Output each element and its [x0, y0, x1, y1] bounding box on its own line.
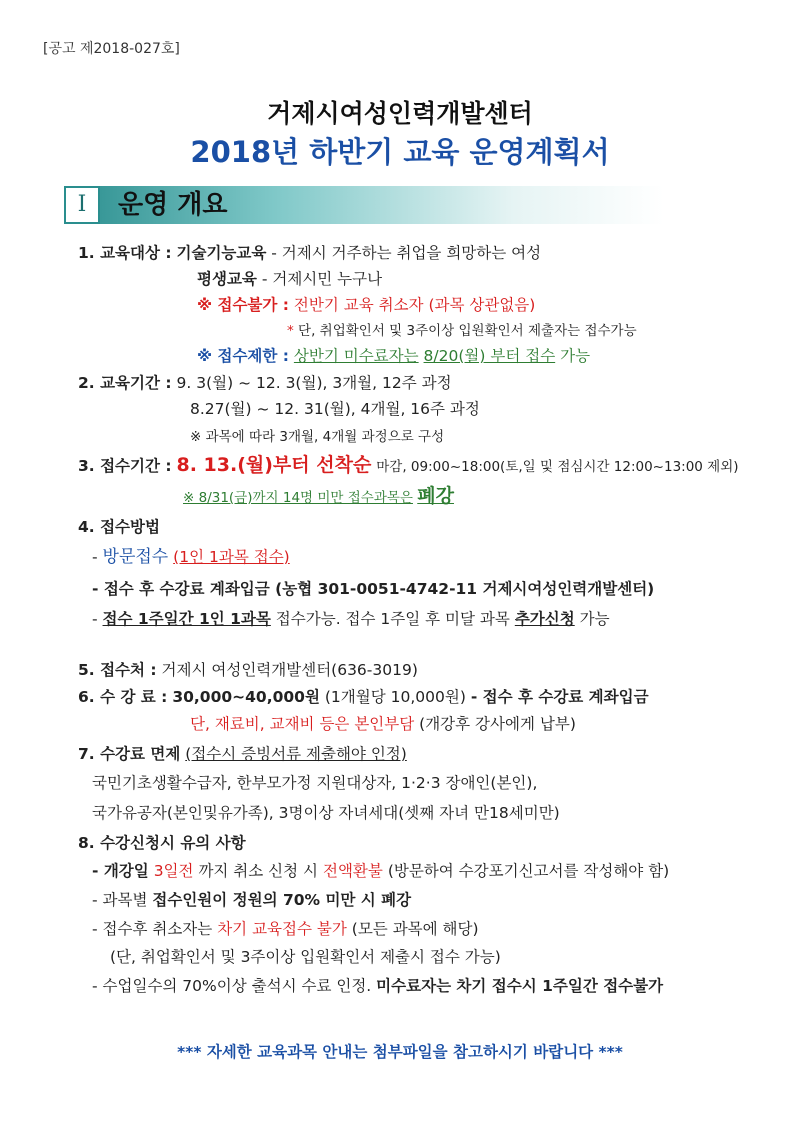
- document-title: 2018년 하반기 교육 운영계획서: [190, 135, 610, 169]
- reception-date: 8. 13.(월)부터 선착순: [176, 454, 372, 476]
- bank-transfer-line: - 접수 후 수강료 계좌입금 (농협 301-0051-4742-11 거제시여성인력개발센터): [92, 580, 655, 598]
- period-text-1: 9. 3(월) ~ 12. 3(월), 3개월, 12주 과정: [176, 374, 452, 392]
- closure-note: [183, 485, 454, 509]
- method-mid-text: 접수가능. 접수 1주일 후 미달 과목: [275, 610, 510, 628]
- lifelong-education-text: - 거제시민 누구나: [261, 270, 383, 288]
- limit-mark: ※ 접수제한 :: [197, 347, 289, 365]
- item6-label: 6. 수 강 료 :: [78, 688, 168, 706]
- item-target-line2: [197, 268, 382, 290]
- item8-label: 8. 수강신청시 유의 사항: [78, 834, 246, 852]
- reception-period-line: [78, 454, 739, 478]
- one-per-person: (1인 1과목 접수): [173, 548, 290, 566]
- period-line1: [78, 372, 452, 394]
- footer-note: *** 자세한 교육과목 안내는 첨부파일을 참고하시기 바랍니다 ***: [177, 1043, 623, 1061]
- no-accept-text: 전반기 교육 취소자 (과목 상관없음): [293, 296, 536, 314]
- exception-text: 단, 취업확인서 및 3주이상 입원확인서 제출자는 접수가능: [298, 323, 637, 339]
- exemption-list-2: 국가유공자(본인및유가족), 3명이상 자녀세대(셋째 자녀 만18세미만): [92, 804, 560, 822]
- period-note: ※ 과목에 따라 3개월, 4개월 과정으로 구성: [190, 429, 445, 445]
- visit-reception: 방문접수: [102, 547, 169, 567]
- method-end-text: 가능: [579, 610, 610, 628]
- next-reception-denied: 차기 교육접수 불가: [217, 920, 347, 938]
- limit-text-2: 8/20(월) 부터 접수: [423, 347, 556, 365]
- limit-text-3: 가능: [560, 347, 591, 365]
- method-dash-1: -: [92, 548, 98, 566]
- caution-4-bold: 미수료자는 차기 접수시 1주일간 접수불가: [376, 977, 664, 995]
- no-accept-mark: ※ 접수불가 :: [197, 296, 289, 314]
- caution-2: [92, 889, 411, 911]
- exception-line: [287, 320, 637, 342]
- item3-label: 3. 접수기간 :: [78, 457, 172, 475]
- item1-label: 1. 교육대상 :: [78, 244, 172, 262]
- caution-3-sub: (단, 취업확인서 및 3주이상 입원확인서 제출시 접수 가능): [110, 948, 501, 966]
- lifelong-education-label: 평생교육: [197, 270, 257, 288]
- caution-1-mid: 까지 취소 신청 시: [198, 862, 319, 880]
- exception-star: *: [287, 323, 294, 339]
- caution-2-pre: - 과목별: [92, 891, 148, 909]
- caution-3: [92, 918, 479, 940]
- notice-number: [공고 제2018-027호]: [43, 41, 180, 57]
- caution-4: [92, 975, 663, 997]
- item-target-line1: [78, 242, 541, 264]
- limit-text-1: 상반기 미수료자는: [293, 347, 419, 365]
- method-line3: [92, 608, 610, 630]
- tech-education-text: - 거제시 거주하는 취업을 희망하는 여성: [271, 244, 542, 262]
- fee-sub-line: [190, 713, 576, 735]
- exemption-line: [78, 743, 407, 765]
- section-title: 운영 개요: [118, 190, 228, 220]
- exemption-list-1: 국민기초생활수급자, 한부모가정 지원대상자, 1·2·3 장애인(본인),: [92, 774, 538, 792]
- caution-1: [92, 860, 669, 882]
- caution-3-end: (모든 과목에 해당): [351, 920, 479, 938]
- item7-label: 7. 수강료 면제: [78, 745, 181, 763]
- caution-1-pre: - 개강일: [92, 862, 149, 880]
- item2-label: 2. 교육기간 :: [78, 374, 172, 392]
- full-refund: 전액환불: [322, 862, 383, 880]
- three-days-before: 3일전: [153, 862, 194, 880]
- period-text-2: 8.27(월) ~ 12. 31(월), 4개월, 16주 과정: [190, 400, 480, 418]
- material-cost-note: 단, 재료비, 교재비 등은 본인부담: [190, 715, 415, 733]
- caution-4-pre: - 수업일수의 70%이상 출석시 수료 인정.: [92, 977, 372, 995]
- method-dash-3: -: [92, 610, 98, 628]
- no-accept-line: [197, 294, 535, 316]
- reception-place: 거제시 여성인력개발센터(636-3019): [161, 661, 418, 679]
- reception-place-line: [78, 659, 418, 681]
- closure-note-text: ※ 8/31(금)까지 14명 미만 접수과목은: [183, 490, 413, 506]
- organization-title: 거제시여성인력개발센터: [267, 99, 533, 128]
- caution-3-pre: - 접수후 취소자는: [92, 920, 213, 938]
- additional-application: 추가신청: [514, 610, 575, 628]
- caution-1-end: (방문하여 수강포기신고서를 작성해야 함): [387, 862, 670, 880]
- fee-amount: 30,000~40,000원: [172, 688, 320, 706]
- method-line1: [92, 546, 290, 568]
- exemption-note: (접수시 증빙서류 제출해야 인정): [185, 745, 407, 763]
- fee-after: - 접수 후 수강료 계좌입금: [470, 688, 649, 706]
- material-cost-payment: (개강후 강사에게 납부): [419, 715, 576, 733]
- section-number: I: [64, 186, 100, 224]
- item4-label: 4. 접수방법: [78, 518, 160, 536]
- tech-education-label: 기술기능교육: [176, 244, 267, 262]
- limit-line: [197, 345, 590, 367]
- fee-line: [78, 686, 649, 708]
- one-week-limit: 접수 1주일간 1인 1과목: [102, 610, 271, 628]
- closure-big: 폐강: [417, 485, 454, 507]
- caution-2-bold: 접수인원이 정원의 70% 미만 시 폐강: [152, 891, 412, 909]
- fee-amount-note: (1개월당 10,000원): [324, 688, 466, 706]
- item5-label: 5. 접수처 :: [78, 661, 157, 679]
- reception-rest: 마감, 09:00~18:00(토,일 및 점심시간 12:00~13:00 제외): [376, 459, 739, 475]
